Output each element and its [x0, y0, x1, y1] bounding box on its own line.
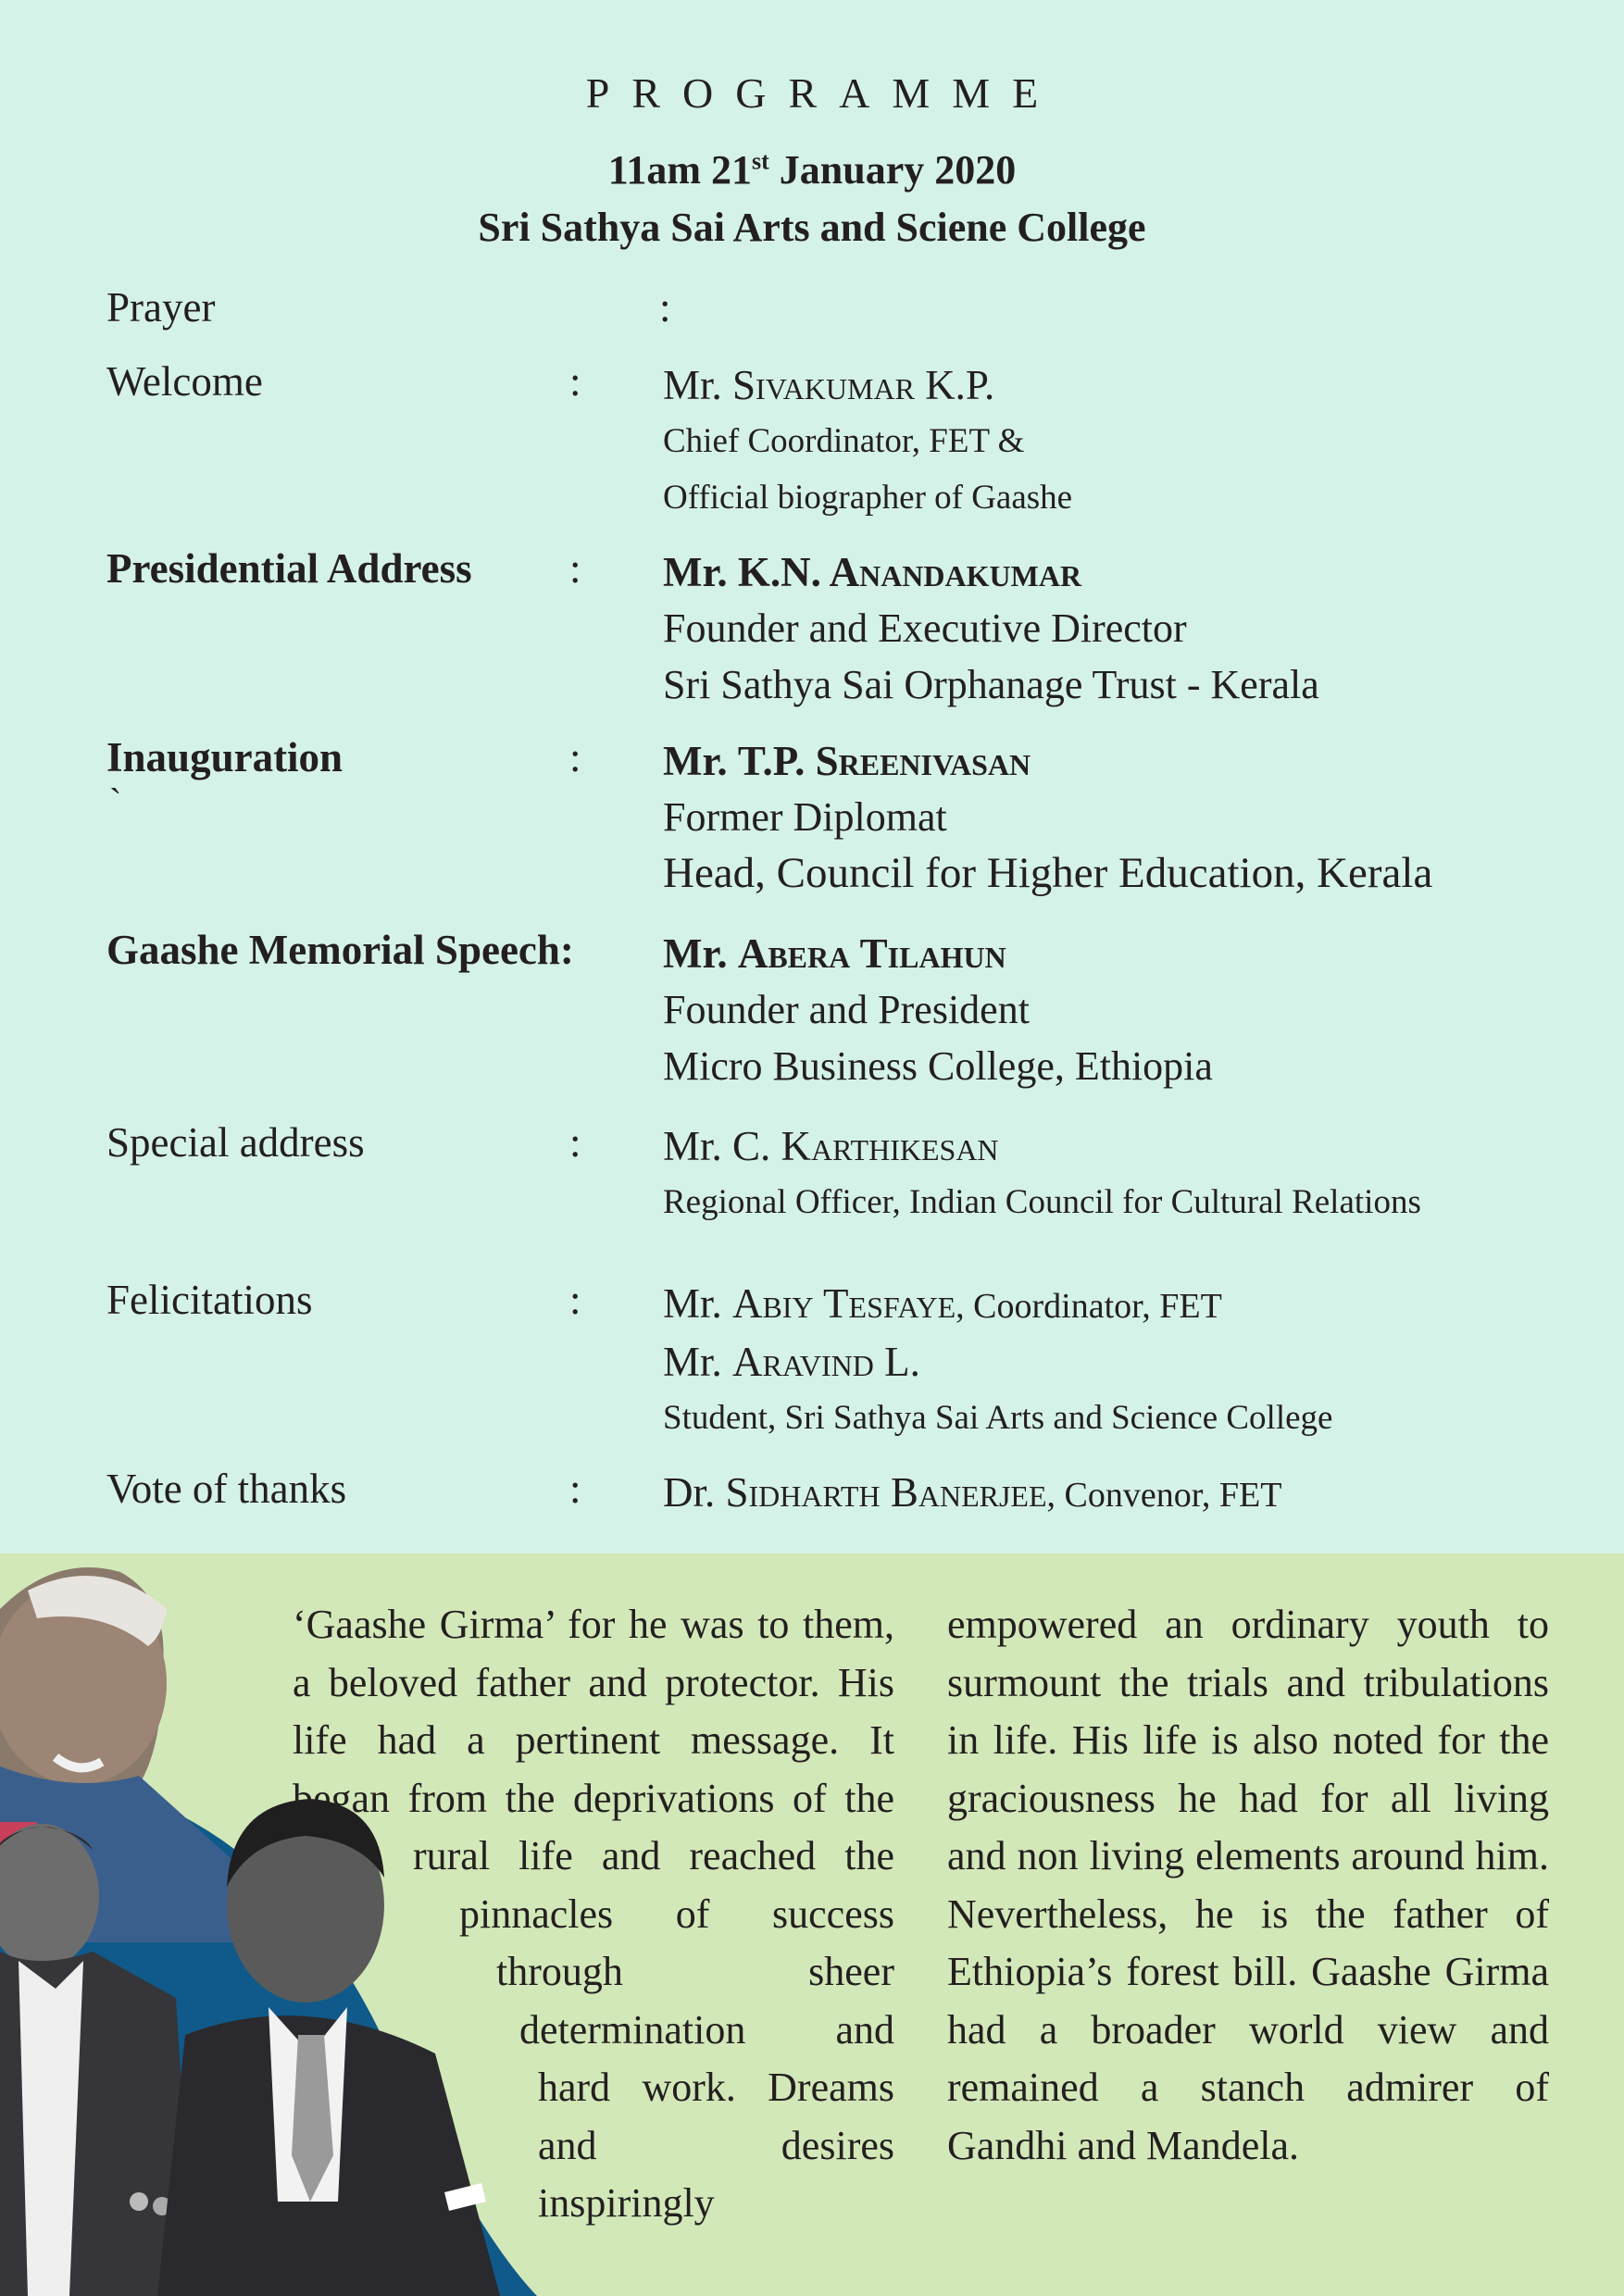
item-colon: : — [569, 1277, 581, 1323]
speaker-role: Official biographer of Gaashe — [663, 479, 1073, 517]
item-label: Felicitations — [106, 1277, 313, 1323]
speaker-role: Student, Sri Sathya Sai Arts and Science College — [663, 1399, 1333, 1437]
biography-band — [0, 1554, 1624, 2296]
speaker-name: Mr. T.P. Sreenivasan — [663, 738, 1031, 784]
speaker-role: Sri Sathya Sai Orphanage Trust - Kerala — [663, 662, 1319, 707]
speaker-role: Micro Business College, Ethiopia — [663, 1043, 1213, 1089]
item-colon: : — [569, 1119, 581, 1166]
speaker-role: Founder and President — [663, 987, 1030, 1032]
speaker-name: Mr. Abiy Tesfaye, Coordinator, FET — [663, 1280, 1222, 1327]
item-label: Presidential Address — [106, 545, 472, 592]
speaker-name: Dr. Sidharth Banerjee, Convenor, FET — [663, 1469, 1282, 1516]
item-label: Welcome — [106, 358, 263, 405]
event-date: 11am 21st January 2020 — [607, 147, 1017, 193]
programme-heading: PROGRAMME — [585, 69, 1061, 117]
biography-paragraph-left: ‘Gaashe Girma’ for he was to them, a beloved father and protector. His life had a pertinent message. It began from the deprivations of the rural life and reached the pinnacles of success through sheer determination and hard work. Dreams and desires inspiringly — [293, 1602, 894, 2226]
item-colon: : — [569, 734, 581, 780]
item-label: Inauguration — [106, 734, 344, 780]
item-colon: : — [569, 358, 581, 405]
item-label: Vote of thanks — [106, 1466, 347, 1512]
biography-paragraph-right: empowered an ordinary youth to surmount the trials and tribulations in life. His life is also noted for the graciousness he had for all living and non living elements around him. Nevertheless, he is the father of Ethiopia’s forest bill. Gaashe Girma had a broader world view and remained a stanch admirer of Gandhi and Mandela. — [947, 1602, 1549, 2168]
item-label: Special address — [106, 1119, 365, 1166]
speaker-role: Former Diplomat — [663, 794, 947, 840]
speaker-role: Head, Council for Higher Education, Kerala — [663, 849, 1433, 897]
speaker-name: Mr. Abera Tilahun — [663, 930, 1006, 977]
item-colon: : — [569, 545, 581, 592]
event-venue: Sri Sathya Sai Arts and Sciene College — [478, 205, 1146, 250]
item-label: Gaashe Memorial Speech: — [106, 927, 574, 973]
speaker-name: Mr. Sivakumar K.P. — [663, 362, 995, 408]
speaker-name: Mr. K.N. Anandakumar — [663, 549, 1082, 595]
item-colon: : — [569, 1466, 581, 1512]
speaker-role: Regional Officer, Indian Council for Cultural Relations — [663, 1183, 1421, 1221]
item-colon: : — [659, 284, 671, 331]
item-label: Prayer — [106, 284, 216, 331]
speaker-role: Chief Coordinator, FET & — [663, 422, 1025, 460]
stray-mark: ` — [109, 780, 122, 822]
speaker-name: Mr. Aravind L. — [663, 1339, 920, 1385]
speaker-name: Mr. C. Karthikesan — [663, 1123, 999, 1169]
speaker-role: Founder and Executive Director — [663, 605, 1187, 651]
